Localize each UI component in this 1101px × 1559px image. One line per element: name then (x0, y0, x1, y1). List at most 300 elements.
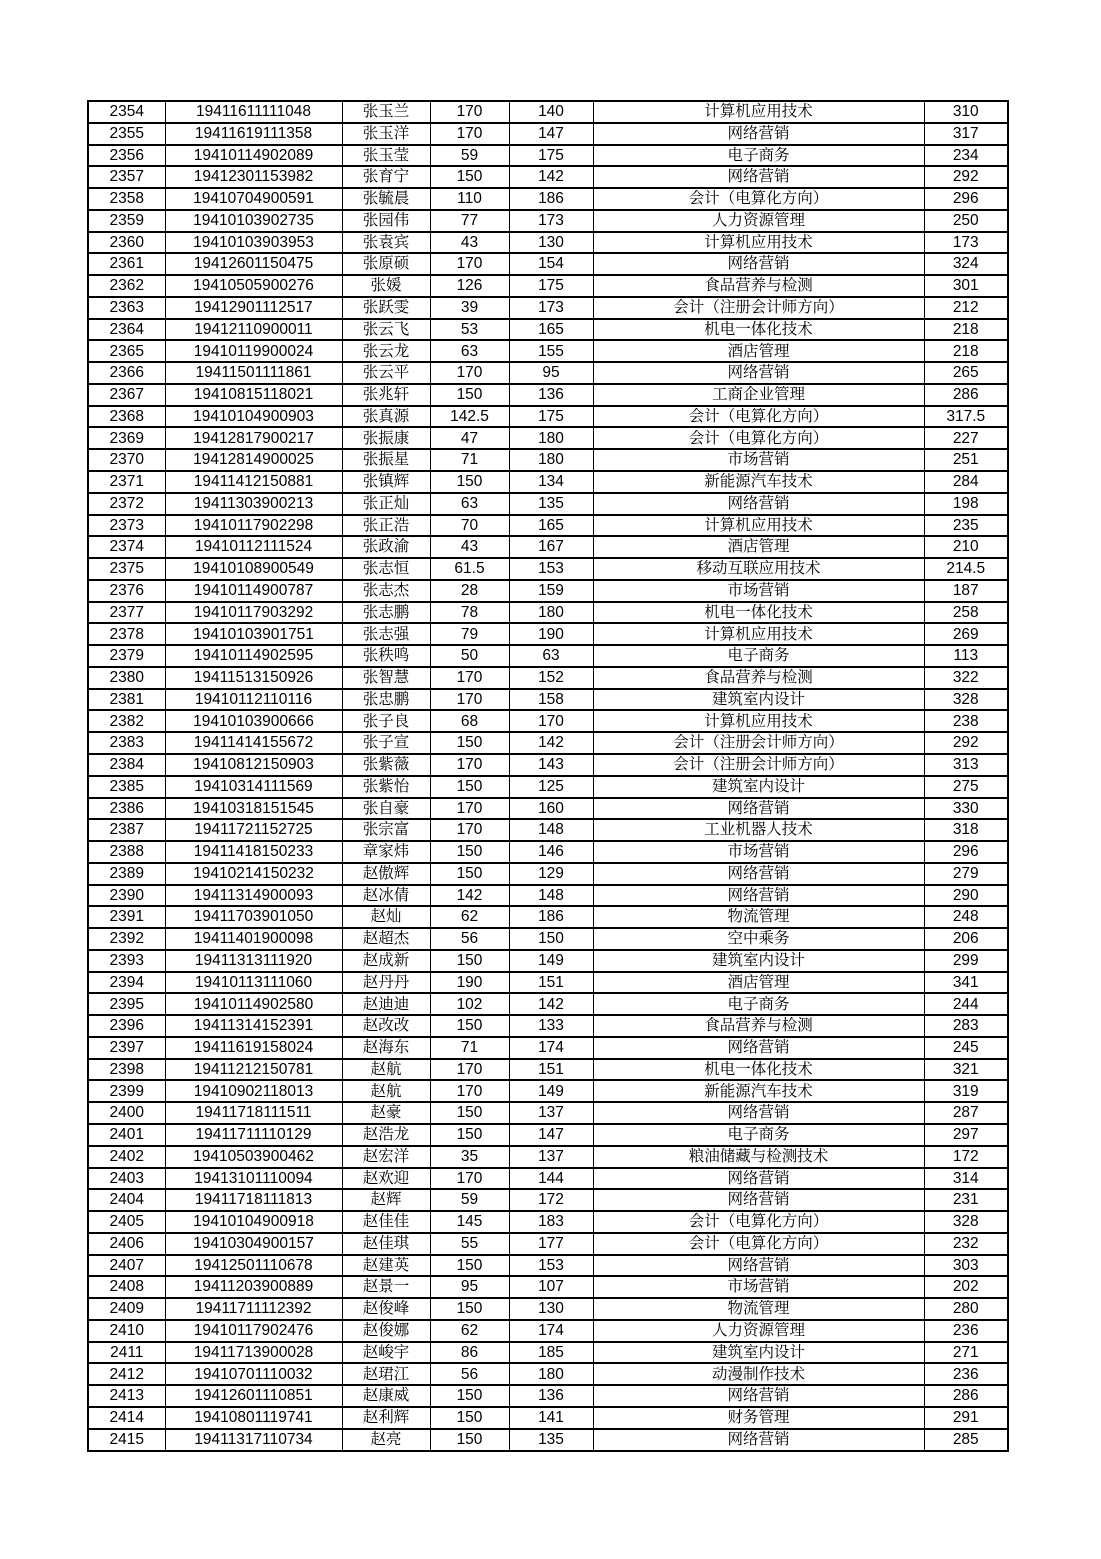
cell-score1: 170 (430, 123, 509, 145)
cell-seq: 2365 (88, 340, 165, 362)
cell-score2: 130 (509, 232, 593, 254)
cell-major: 会计（电算化方向） (593, 427, 924, 449)
cell-score2: 170 (509, 710, 593, 732)
table-row (88, 123, 1008, 145)
cell-total: 324 (924, 253, 1008, 275)
cell-name: 张智慧 (342, 667, 430, 689)
table-row (88, 1102, 1008, 1124)
cell-seq: 2413 (88, 1385, 165, 1407)
cell-major: 计算机应用技术 (593, 101, 924, 123)
cell-major: 酒店管理 (593, 536, 924, 558)
cell-seq: 2375 (88, 558, 165, 580)
cell-name: 张自豪 (342, 798, 430, 820)
cell-score2: 172 (509, 1189, 593, 1211)
cell-total: 292 (924, 166, 1008, 188)
cell-score1: 150 (430, 1102, 509, 1124)
cell-score1: 78 (430, 602, 509, 624)
cell-score1: 170 (430, 689, 509, 711)
cell-score2: 180 (509, 602, 593, 624)
cell-score2: 95 (509, 362, 593, 384)
cell-major: 网络营销 (593, 1102, 924, 1124)
cell-exam-id: 19412901112517 (165, 297, 342, 319)
cell-exam-id: 19410701110032 (165, 1363, 342, 1385)
cell-score1: 150 (430, 776, 509, 798)
cell-major: 工商企业管理 (593, 384, 924, 406)
cell-name: 赵宏洋 (342, 1146, 430, 1168)
cell-major: 网络营销 (593, 253, 924, 275)
table-row (88, 863, 1008, 885)
cell-score2: 142 (509, 166, 593, 188)
cell-score2: 144 (509, 1168, 593, 1190)
cell-name: 张宗富 (342, 819, 430, 841)
table-row (88, 645, 1008, 667)
table-row (88, 1168, 1008, 1190)
cell-seq: 2363 (88, 297, 165, 319)
cell-total: 341 (924, 972, 1008, 994)
cell-exam-id: 19410117902476 (165, 1320, 342, 1342)
cell-seq: 2391 (88, 906, 165, 928)
cell-name: 赵建英 (342, 1255, 430, 1277)
cell-total: 310 (924, 101, 1008, 123)
cell-score2: 175 (509, 145, 593, 167)
cell-seq: 2362 (88, 275, 165, 297)
cell-score2: 136 (509, 1385, 593, 1407)
cell-major: 会计（注册会计师方向） (593, 297, 924, 319)
cell-major: 市场营销 (593, 580, 924, 602)
cell-score2: 175 (509, 406, 593, 428)
cell-exam-id: 19411619158024 (165, 1037, 342, 1059)
cell-major: 建筑室内设计 (593, 689, 924, 711)
cell-major: 移动互联应用技术 (593, 558, 924, 580)
cell-exam-id: 19411501111861 (165, 362, 342, 384)
cell-exam-id: 19410318151545 (165, 798, 342, 820)
cell-exam-id: 19411317110734 (165, 1429, 342, 1451)
cell-score1: 170 (430, 1059, 509, 1081)
cell-seq: 2390 (88, 885, 165, 907)
cell-major: 动漫制作技术 (593, 1363, 924, 1385)
cell-total: 250 (924, 210, 1008, 232)
cell-seq: 2384 (88, 754, 165, 776)
scores-table (87, 100, 1009, 1452)
cell-seq: 2368 (88, 406, 165, 428)
cell-exam-id: 19411314900093 (165, 885, 342, 907)
cell-name: 赵傲辉 (342, 863, 430, 885)
table-row (88, 101, 1008, 123)
cell-seq: 2364 (88, 319, 165, 341)
cell-seq: 2398 (88, 1059, 165, 1081)
table-row (88, 1037, 1008, 1059)
table-row (88, 972, 1008, 994)
cell-name: 赵超杰 (342, 928, 430, 950)
cell-score1: 56 (430, 1363, 509, 1385)
cell-name: 赵佳琪 (342, 1233, 430, 1255)
cell-total: 234 (924, 145, 1008, 167)
cell-name: 赵成新 (342, 950, 430, 972)
cell-major: 粮油储藏与检测技术 (593, 1146, 924, 1168)
cell-seq: 2366 (88, 362, 165, 384)
cell-major: 建筑室内设计 (593, 776, 924, 798)
cell-name: 赵俊峰 (342, 1298, 430, 1320)
cell-score2: 190 (509, 623, 593, 645)
cell-score1: 110 (430, 188, 509, 210)
cell-score2: 165 (509, 319, 593, 341)
cell-total: 212 (924, 297, 1008, 319)
table-row (88, 993, 1008, 1015)
table-row (88, 1276, 1008, 1298)
cell-score2: 133 (509, 1015, 593, 1037)
cell-exam-id: 19410114902580 (165, 993, 342, 1015)
cell-seq: 2399 (88, 1080, 165, 1102)
cell-exam-id: 19410108900549 (165, 558, 342, 580)
cell-score1: 47 (430, 427, 509, 449)
table-row (88, 710, 1008, 732)
cell-total: 231 (924, 1189, 1008, 1211)
cell-seq: 2356 (88, 145, 165, 167)
cell-major: 新能源汽车技术 (593, 1080, 924, 1102)
cell-name: 赵航 (342, 1059, 430, 1081)
cell-major: 计算机应用技术 (593, 623, 924, 645)
cell-major: 网络营销 (593, 1168, 924, 1190)
cell-score1: 71 (430, 449, 509, 471)
cell-major: 会计（电算化方向） (593, 188, 924, 210)
cell-name: 张志恒 (342, 558, 430, 580)
cell-total: 187 (924, 580, 1008, 602)
cell-total: 251 (924, 449, 1008, 471)
table-row (88, 1363, 1008, 1385)
cell-score2: 150 (509, 928, 593, 950)
table-row (88, 427, 1008, 449)
cell-total: 299 (924, 950, 1008, 972)
cell-total: 284 (924, 471, 1008, 493)
cell-name: 张秩鸣 (342, 645, 430, 667)
cell-score1: 150 (430, 1407, 509, 1429)
table-row (88, 1189, 1008, 1211)
table-row (88, 928, 1008, 950)
cell-name: 张园伟 (342, 210, 430, 232)
cell-name: 赵佳佳 (342, 1211, 430, 1233)
cell-seq: 2409 (88, 1298, 165, 1320)
table-row (88, 1385, 1008, 1407)
cell-score2: 180 (509, 427, 593, 449)
cell-name: 赵迪迪 (342, 993, 430, 1015)
cell-score1: 68 (430, 710, 509, 732)
cell-name: 赵景一 (342, 1276, 430, 1298)
cell-total: 236 (924, 1320, 1008, 1342)
cell-exam-id: 19411718111813 (165, 1189, 342, 1211)
cell-name: 张志鹏 (342, 602, 430, 624)
cell-score1: 53 (430, 319, 509, 341)
cell-total: 303 (924, 1255, 1008, 1277)
table-row (88, 1342, 1008, 1364)
cell-name: 张原硕 (342, 253, 430, 275)
cell-total: 287 (924, 1102, 1008, 1124)
cell-name: 张兆轩 (342, 384, 430, 406)
table-row (88, 536, 1008, 558)
cell-score2: 173 (509, 210, 593, 232)
table-row (88, 406, 1008, 428)
cell-exam-id: 19410114902089 (165, 145, 342, 167)
cell-score2: 137 (509, 1146, 593, 1168)
cell-major: 网络营销 (593, 1385, 924, 1407)
cell-score1: 102 (430, 993, 509, 1015)
table-row (88, 319, 1008, 341)
cell-exam-id: 19410812150903 (165, 754, 342, 776)
cell-seq: 2358 (88, 188, 165, 210)
cell-exam-id: 19410505900276 (165, 275, 342, 297)
cell-score2: 155 (509, 340, 593, 362)
cell-major: 计算机应用技术 (593, 710, 924, 732)
cell-name: 赵海东 (342, 1037, 430, 1059)
cell-score1: 61.5 (430, 558, 509, 580)
cell-total: 330 (924, 798, 1008, 820)
cell-score2: 152 (509, 667, 593, 689)
cell-major: 计算机应用技术 (593, 232, 924, 254)
cell-total: 322 (924, 667, 1008, 689)
cell-total: 301 (924, 275, 1008, 297)
cell-exam-id: 19410815118021 (165, 384, 342, 406)
table-row (88, 950, 1008, 972)
cell-name: 赵利辉 (342, 1407, 430, 1429)
cell-total: 296 (924, 188, 1008, 210)
cell-major: 网络营销 (593, 885, 924, 907)
cell-total: 317.5 (924, 406, 1008, 428)
cell-name: 赵冰倩 (342, 885, 430, 907)
cell-score2: 173 (509, 297, 593, 319)
cell-score1: 142 (430, 885, 509, 907)
cell-score1: 79 (430, 623, 509, 645)
cell-score2: 135 (509, 1429, 593, 1451)
cell-score1: 50 (430, 645, 509, 667)
cell-exam-id: 19410113111060 (165, 972, 342, 994)
cell-major: 网络营销 (593, 1255, 924, 1277)
cell-name: 张云飞 (342, 319, 430, 341)
cell-total: 318 (924, 819, 1008, 841)
table-row (88, 1211, 1008, 1233)
cell-seq: 2382 (88, 710, 165, 732)
cell-total: 238 (924, 710, 1008, 732)
cell-score1: 150 (430, 1385, 509, 1407)
cell-seq: 2385 (88, 776, 165, 798)
cell-name: 赵浩龙 (342, 1124, 430, 1146)
cell-major: 食品营养与检测 (593, 275, 924, 297)
cell-exam-id: 19411313111920 (165, 950, 342, 972)
cell-seq: 2388 (88, 841, 165, 863)
cell-exam-id: 19410214150232 (165, 863, 342, 885)
table-row (88, 1233, 1008, 1255)
cell-name: 赵康威 (342, 1385, 430, 1407)
cell-score1: 126 (430, 275, 509, 297)
cell-exam-id: 19410314111569 (165, 776, 342, 798)
table-row (88, 754, 1008, 776)
cell-exam-id: 19412601110851 (165, 1385, 342, 1407)
cell-score1: 142.5 (430, 406, 509, 428)
cell-major: 物流管理 (593, 906, 924, 928)
cell-score2: 141 (509, 1407, 593, 1429)
cell-exam-id: 19411703901050 (165, 906, 342, 928)
cell-score1: 170 (430, 819, 509, 841)
cell-major: 食品营养与检测 (593, 667, 924, 689)
cell-exam-id: 19411303900213 (165, 493, 342, 515)
cell-score1: 71 (430, 1037, 509, 1059)
cell-score2: 154 (509, 253, 593, 275)
cell-score1: 77 (430, 210, 509, 232)
cell-name: 张真源 (342, 406, 430, 428)
cell-score1: 150 (430, 950, 509, 972)
cell-name: 张袁宾 (342, 232, 430, 254)
cell-total: 269 (924, 623, 1008, 645)
cell-score2: 147 (509, 123, 593, 145)
table-row (88, 145, 1008, 167)
cell-name: 赵豪 (342, 1102, 430, 1124)
cell-score1: 55 (430, 1233, 509, 1255)
cell-exam-id: 19412601150475 (165, 253, 342, 275)
cell-seq: 2376 (88, 580, 165, 602)
table-row (88, 1080, 1008, 1102)
table-row (88, 188, 1008, 210)
cell-name: 张紫薇 (342, 754, 430, 776)
cell-name: 张玉洋 (342, 123, 430, 145)
cell-total: 328 (924, 689, 1008, 711)
cell-score1: 86 (430, 1342, 509, 1364)
cell-seq: 2411 (88, 1342, 165, 1364)
cell-score2: 151 (509, 972, 593, 994)
cell-total: 275 (924, 776, 1008, 798)
cell-exam-id: 19410117902298 (165, 515, 342, 537)
cell-major: 空中乘务 (593, 928, 924, 950)
cell-score1: 150 (430, 732, 509, 754)
cell-major: 会计（电算化方向） (593, 1233, 924, 1255)
cell-score1: 170 (430, 1080, 509, 1102)
cell-seq: 2360 (88, 232, 165, 254)
cell-exam-id: 19411711112392 (165, 1298, 342, 1320)
cell-exam-id: 19410902118013 (165, 1080, 342, 1102)
table-row (88, 515, 1008, 537)
cell-score1: 59 (430, 145, 509, 167)
cell-seq: 2403 (88, 1168, 165, 1190)
cell-score1: 170 (430, 1168, 509, 1190)
cell-seq: 2355 (88, 123, 165, 145)
cell-score2: 174 (509, 1037, 593, 1059)
cell-total: 218 (924, 340, 1008, 362)
table-row (88, 1407, 1008, 1429)
table-row (88, 602, 1008, 624)
cell-seq: 2389 (88, 863, 165, 885)
cell-score2: 180 (509, 1363, 593, 1385)
cell-exam-id: 19411513150926 (165, 667, 342, 689)
cell-exam-id: 19410112111524 (165, 536, 342, 558)
cell-name: 赵亮 (342, 1429, 430, 1451)
cell-name: 张忠鹏 (342, 689, 430, 711)
cell-score1: 70 (430, 515, 509, 537)
cell-seq: 2383 (88, 732, 165, 754)
cell-total: 317 (924, 123, 1008, 145)
cell-major: 网络营销 (593, 1189, 924, 1211)
cell-seq: 2406 (88, 1233, 165, 1255)
cell-score2: 148 (509, 885, 593, 907)
cell-name: 张正浩 (342, 515, 430, 537)
cell-score2: 153 (509, 558, 593, 580)
table-row (88, 689, 1008, 711)
cell-name: 张振星 (342, 449, 430, 471)
cell-total: 206 (924, 928, 1008, 950)
cell-seq: 2357 (88, 166, 165, 188)
cell-total: 198 (924, 493, 1008, 515)
cell-score1: 170 (430, 101, 509, 123)
cell-exam-id: 19410114900787 (165, 580, 342, 602)
cell-exam-id: 19412110900011 (165, 319, 342, 341)
cell-exam-id: 19410801119741 (165, 1407, 342, 1429)
cell-exam-id: 19411713900028 (165, 1342, 342, 1364)
table-row (88, 906, 1008, 928)
cell-seq: 2372 (88, 493, 165, 515)
cell-total: 286 (924, 384, 1008, 406)
cell-exam-id: 19410103901751 (165, 623, 342, 645)
cell-name: 赵辉 (342, 1189, 430, 1211)
cell-exam-id: 19410112110116 (165, 689, 342, 711)
cell-score2: 177 (509, 1233, 593, 1255)
cell-seq: 2354 (88, 101, 165, 123)
table-row (88, 732, 1008, 754)
cell-seq: 2402 (88, 1146, 165, 1168)
cell-exam-id: 19412814900025 (165, 449, 342, 471)
cell-total: 258 (924, 602, 1008, 624)
table-body (88, 101, 1008, 1451)
cell-seq: 2400 (88, 1102, 165, 1124)
cell-name: 赵改改 (342, 1015, 430, 1037)
cell-score2: 185 (509, 1342, 593, 1364)
cell-total: 283 (924, 1015, 1008, 1037)
cell-total: 296 (924, 841, 1008, 863)
cell-exam-id: 19411418150233 (165, 841, 342, 863)
table-row (88, 1124, 1008, 1146)
cell-seq: 2379 (88, 645, 165, 667)
cell-name: 张镇辉 (342, 471, 430, 493)
cell-score1: 170 (430, 798, 509, 820)
cell-score2: 158 (509, 689, 593, 711)
cell-score1: 63 (430, 493, 509, 515)
cell-total: 286 (924, 1385, 1008, 1407)
cell-major: 会计（注册会计师方向） (593, 754, 924, 776)
table-row (88, 166, 1008, 188)
cell-exam-id: 19410503900462 (165, 1146, 342, 1168)
cell-major: 机电一体化技术 (593, 319, 924, 341)
cell-total: 290 (924, 885, 1008, 907)
cell-score1: 63 (430, 340, 509, 362)
cell-seq: 2404 (88, 1189, 165, 1211)
cell-score2: 160 (509, 798, 593, 820)
cell-seq: 2373 (88, 515, 165, 537)
cell-name: 张志强 (342, 623, 430, 645)
cell-exam-id: 19410103902735 (165, 210, 342, 232)
cell-name: 张玉兰 (342, 101, 430, 123)
cell-score2: 63 (509, 645, 593, 667)
cell-major: 财务管理 (593, 1407, 924, 1429)
cell-score2: 142 (509, 732, 593, 754)
table-row (88, 1059, 1008, 1081)
cell-score1: 150 (430, 166, 509, 188)
cell-seq: 2361 (88, 253, 165, 275)
cell-name: 张育宁 (342, 166, 430, 188)
cell-total: 279 (924, 863, 1008, 885)
table-row (88, 667, 1008, 689)
cell-score1: 43 (430, 536, 509, 558)
cell-exam-id: 19412301153982 (165, 166, 342, 188)
cell-major: 物流管理 (593, 1298, 924, 1320)
cell-score2: 175 (509, 275, 593, 297)
cell-total: 113 (924, 645, 1008, 667)
cell-major: 建筑室内设计 (593, 950, 924, 972)
cell-name: 赵峻宇 (342, 1342, 430, 1364)
